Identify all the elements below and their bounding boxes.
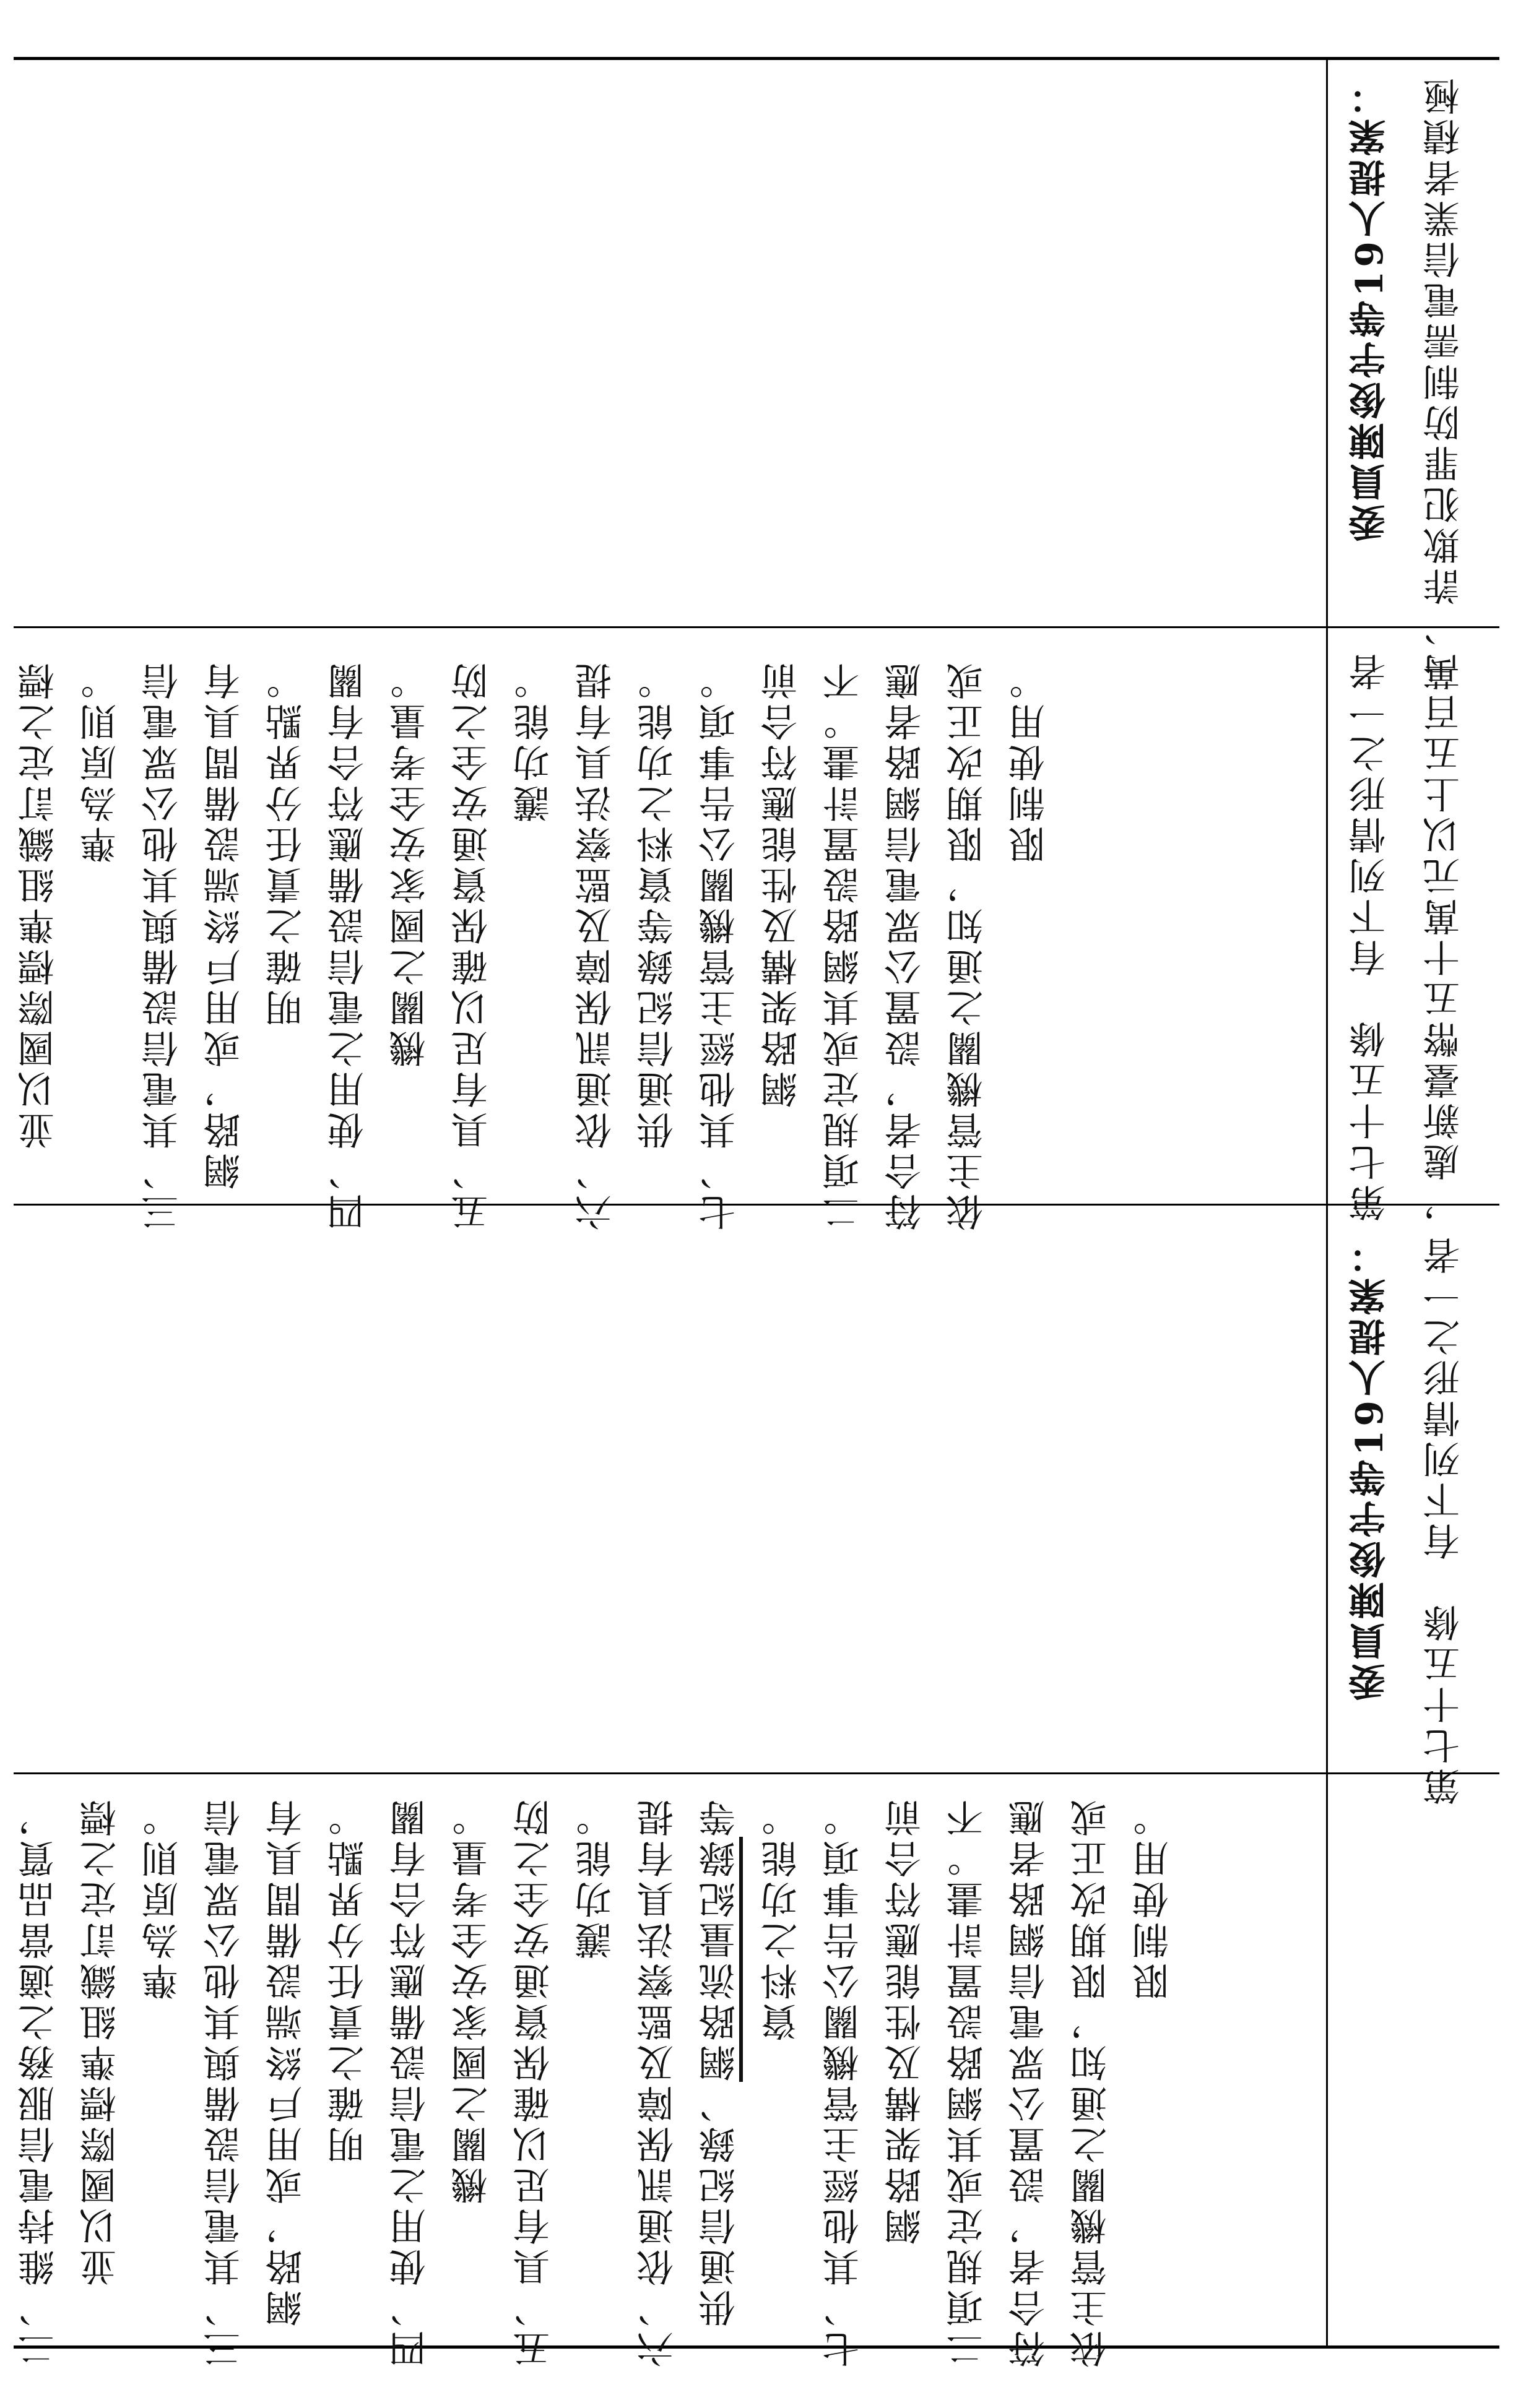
middle-line-1: 並以國際標準組織訂定之標 [17,659,61,1149]
middle-line-17: 限制使用。 [1008,659,1051,863]
middle-line-10: 六、依通訊保障及監察法具有提 [574,659,618,1231]
middle-line-5: 明確之責任分界點。 [265,659,308,1027]
middle-line-16: 依主管機關之通知，限期改正或 [946,659,989,1231]
middle-line-13: 網路架構及性能應符合前 [760,659,804,1108]
row-divider-2 [14,1204,1499,1206]
article-line-2-middle: ，處新臺幣五十萬元以上五百萬 [1423,650,1466,1222]
bottom-line-12 [700,1796,740,2327]
bottom-line-15: 網路架構及性能應符合前 [884,1796,927,2245]
article-line-1-lower: 第七十五條 有下列情形之一者 [1423,1233,1466,1805]
middle-line-14: 二項規定或其網路設置計畫。不 [822,659,865,1231]
middle-line-3: 三、其電信設備與其他公眾電信 [141,659,184,1231]
proposer-title-top: 委員陳俊宇等19人提案： [1348,74,1392,542]
bottom-line-7: 四、使用之電信設備應符合有關 [389,1796,432,2368]
proposal-text-top: 一、詐欺犯罪防制需電信業者積極 [1423,74,1466,687]
bottom-line-18: 依主管機關之通知，限期改正或 [1070,1796,1113,2368]
bottom-line-10: 護功能。 [574,1796,618,1959]
bottom-line-2: 並以國際標準組織訂定之標 [79,1796,123,2286]
bottom-text-panel [17,1777,1319,2368]
middle-line-11: 供通信紀錄等資料之功能。 [636,659,680,1149]
row-divider-1 [14,626,1499,628]
middle-line-4: 網路，或用戶終端設備間具有 [203,659,246,1190]
bottom-line-6: 明確之責任分界點。 [327,1796,370,2164]
bottom-line-5: 網路，或用戶終端設備間具有 [265,1796,308,2327]
middle-text-panel [17,631,1319,1231]
middle-line-6: 四、使用之電信設備應符合有關 [327,659,370,1231]
middle-line-12: 七、其他經主管機關公告事項。 [698,659,742,1231]
bottom-line-4: 三、其電信設備與其他公眾電信 [203,1796,246,2368]
proposer-title-lower: 委員陳俊宇等19人提案： [1348,1233,1392,1701]
middle-line-8: 五、具有足以確保資通安全之防 [451,659,494,1231]
bottom-line-3: 準為原則。 [141,1796,184,2000]
row-divider-3 [14,1772,1499,1774]
bottom-line-14: 七、其他經主管機關公告事項。 [822,1796,865,2368]
bottom-line-12-tail: 等 [698,1796,742,1837]
bottom-line-12-text: 供通信紀錄、 [698,2082,742,2327]
top-border [14,57,1499,60]
header-segment-middle [1331,631,1498,1222]
bottom-line-8: 機關之國家安全考量。 [451,1796,494,2204]
underlined-phrase: 網路流量紀錄 [698,1837,742,2082]
header-column-divider [1326,57,1328,2349]
middle-line-2: 準為原則。 [79,659,123,863]
middle-line-7: 機關之國家安全考量。 [389,659,432,1068]
bottom-line-17: 符合者，設置公眾電信網路者應 [1008,1796,1051,2368]
bottom-line-13: 資料之功能。 [760,1796,804,2041]
bottom-line-16: 二項規定或其網路設置計畫。不 [946,1796,989,2368]
bottom-line-1: 二、維持電信服務之適當品質， [17,1796,61,2368]
header-segment-lower [1331,1209,1498,1805]
bottom-line-11: 六、依通訊保障及監察法具有提 [636,1796,680,2368]
header-segment-top [1331,62,1498,687]
bottom-line-9: 五、具有足以確保資通安全之防 [513,1796,556,2368]
middle-line-15: 符合者，設置公眾電信網路者應 [884,659,927,1231]
middle-line-9: 護功能。 [513,659,556,822]
bottom-line-19: 限制使用。 [1132,1796,1175,2000]
article-line-1-middle: 第七十五條 有下列情形之一者 [1348,650,1392,1222]
